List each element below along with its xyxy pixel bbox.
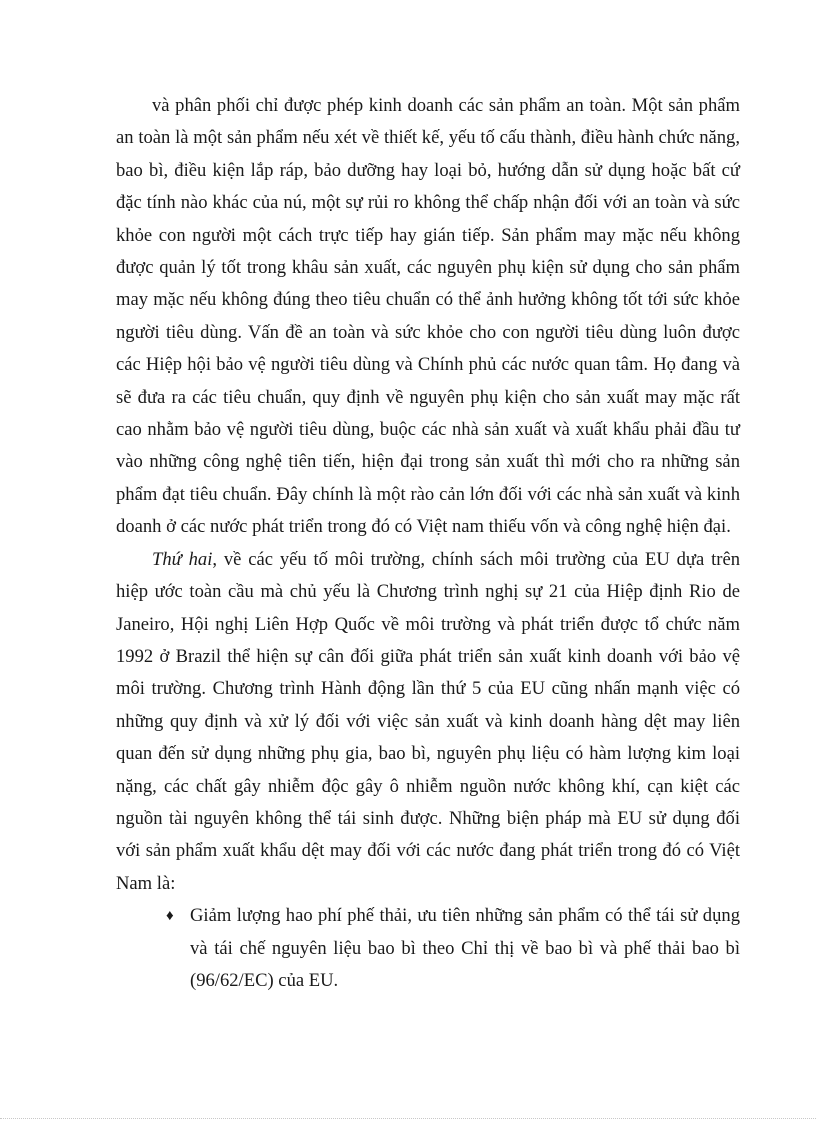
paragraph-lead: Thứ hai	[152, 548, 213, 570]
list-item-text: Giảm lượng hao phí phế thải, ưu tiên những sản phẩm có thể tái sử dụng và tái chế nguyên liệu bao bì theo Chỉ thị về bao bì và phế thải bao bì (96/62/EC) của EU.	[190, 905, 740, 991]
page-bottom-divider	[0, 1118, 816, 1119]
list-item	[116, 900, 740, 997]
paragraph-environment	[116, 544, 740, 900]
document-body	[116, 90, 740, 997]
bullet-list	[116, 900, 740, 997]
paragraph-safety	[116, 90, 740, 544]
paragraph-text: , về các yếu tố môi trường, chính sách môi trường của EU dựa trên hiệp ước toàn cầu mà chủ yếu là Chương trình nghị sự 21 của Hiệp định Rio de Janeiro, Hội nghị Liên Hợp Quốc về môi trường và phát triển được tổ chức năm 1992 ở Brazil thể hiện sự cân đối giữa phát triển sản xuất kinh doanh với bảo vệ môi trường. Chương trình Hành động lần thứ 5 của EU cũng nhấn mạnh việc có những quy định và xử lý đối với việc sản xuất và kinh doanh hàng dệt may liên quan đến sử dụng những phụ gia, bao bì, nguyên phụ liệu có hàm lượng kim loại nặng, các chất gây nhiễm độc gây ô nhiễm nguồn nước không khí, cạn kiệt các nguồn tài nguyên không thể tái sinh được. Những biện pháp mà EU sử dụng đối với sản phẩm xuất khẩu dệt may đối với các nước đang phát triển trong đó có Việt Nam là:	[116, 548, 740, 894]
paragraph-text: và phân phối chỉ được phép kinh doanh các sản phẩm an toàn. Một sản phẩm an toàn là một sản phẩm nếu xét về thiết kế, yếu tố cấu thành, điều hành chức năng, bao bì, điều kiện lắp ráp, bảo dưỡng hay loại bỏ, hướng dẫn sử dụng hoặc bất cứ đặc tính nào khác của nú, một sự rủi ro không thể chấp nhận đối với an toàn và sức khỏe con người một cách trực tiếp hay gián tiếp. Sản phẩm may mặc nếu không được quản lý tốt trong khâu sản xuất, các nguyên phụ kiện sử dụng cho sản phẩm may mặc nếu không đúng theo tiêu chuẩn có thể ảnh hưởng không tốt tới sức khỏe người tiêu dùng. Vấn đề an toàn và sức khỏe cho con người tiêu dùng luôn được các Hiệp hội bảo vệ người tiêu dùng và Chính phủ các nước quan tâm. Họ đang và sẽ đưa ra các tiêu chuẩn, quy định về nguyên phụ kiện cho sản xuất may mặc rất cao nhằm bảo vệ người tiêu dùng, buộc các nhà sản xuất và xuất khẩu phải đầu tư vào những công nghệ tiên tiến, hiện đại trong sản xuất thì mới cho ra những sản phẩm đạt tiêu chuẩn. Đây chính là một rào cản lớn đối với các nhà sản xuất và kinh doanh ở các nước phát triển trong đó có Việt nam thiếu vốn và công nghệ hiện đại.	[116, 95, 740, 538]
diamond-bullet-icon: ♦	[166, 908, 174, 925]
